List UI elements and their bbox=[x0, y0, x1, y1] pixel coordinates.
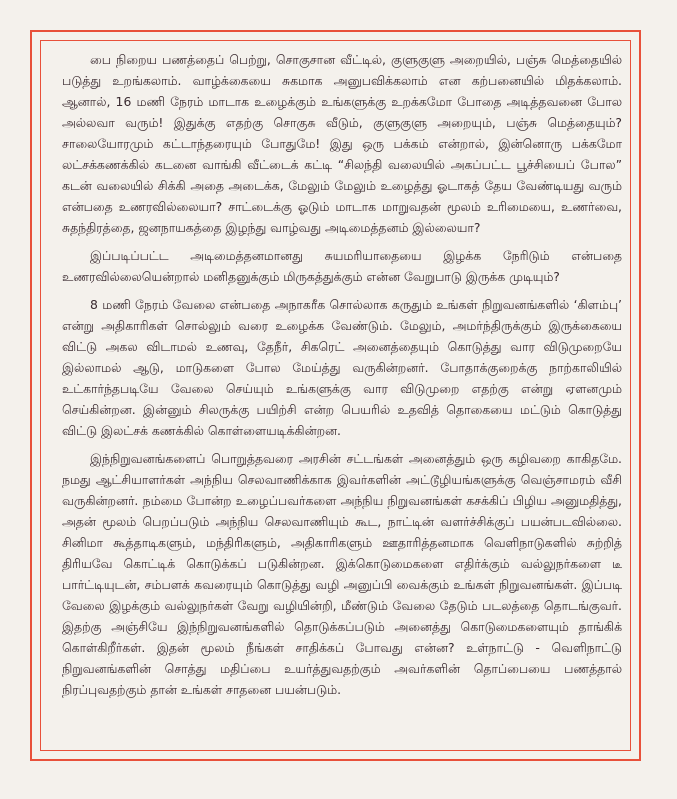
paragraph-3: 8 மணி நேரம் வேலை என்பதை அநாகரீக சொல்லாக கருதும் உங்கள் நிறுவனங்களில் ‘கிளம்பு’ என்று அதிகாரிகள் சொல்லும் வரை உழைக்க வேண்டும். மேலும், அமர்ந்திருக்கும் இருக்கையை விட்டு அகல விடாமல் உணவு, தேநீர், சிகரெட் அனைத்தையும் கொடுத்து வார விடுமுறையே இல்லாமல் ஆடு, மாடுகளை போல மேய்த்து வருகின்றனர். போதாக்குறைக்கு நாற்காலியில் உட்கார்ந்தபடியே வேலை செய்யும் உங்களுக்கு வார விடுமுறை எதற்கு என்று ஏளனமும் செய்கின்றன. இன்னும் சிலருக்கு பயிற்சி என்ற பெயரில் உதவித் தொகையை மட்டும் கொடுத்து விட்டு இலட்சக் கணக்கில் கொள்ளையடிக்கின்றன. bbox=[62, 297, 622, 438]
paragraph-2: இப்படிப்பட்ட அடிமைத்தனமானது சுயமரியாதையை இழக்க நேரிடும் என்பதை உணரவில்லையென்றால் மனிதனுக்கும் மிருகத்துக்கும் என்ன வேறுபாடு இருக்க முடியும்? bbox=[62, 248, 622, 284]
paragraph-1: பை நிறைய பணத்தைப் பெற்று, சொகுசான வீட்டில், குளுகுளு அறையில், பஞ்சு மெத்தையில் படுத்து உறங்கலாம். வாழ்க்கையை சுகமாக அனுபவிக்கலாம் என கற்பனையில் மிதக்கலாம். ஆனால், 16 மணி நேரம் மாடாக உழைக்கும் உங்களுக்கு உறக்கமோ போதை அடித்தவனை போல அல்லவா வரும்! இதுக்கு எதற்கு சொகுசு வீடும், குளுகுளு அறையும், பஞ்சு மெத்தையும்? சாலையோரமும் கட்டாந்தரையும் போதுமே! இது ஒரு பக்கம் என்றால், இன்னொரு பக்கமோ லட்சக்கணக்கில் கடனை வாங்கி வீட்டைக் கட்டி “சிலந்தி வலையில் அகப்பட்ட பூச்சியைப் போல” கடன் வலையில் சிக்கி அதை அடைக்க, மேலும் மேலும் உழைத்து ஓடாகத் தேய வேண்டியது வரும் என்பதை உணரவில்லையா? சாட்டைக்கு ஓடும் மாடாக மாறுவதன் மூலம் உரிமையை, உணர்வை, சுதந்திரத்தை, ஜனநாயகத்தை இழந்து வாழ்வது அடிமைத்தனம் இல்லையா? bbox=[62, 52, 622, 235]
paragraph-4: இந்நிறுவனங்களைப் பொறுத்தவரை அரசின் சட்டங்கள் அனைத்தும் ஒரு கழிவறை காகிதமே. நமது ஆட்சியாளர்கள் அந்நிய செலவாணிக்காக இவர்களின் அட்டூழியங்களுக்கு வெஞ்சாமரம் வீசி வருகின்றனர். நம்மை போன்ற உழைப்பவர்களை அந்நிய நிறுவனங்கள் கசக்கிப் பிழிய அனுமதித்து, அதன் மூலம் பெறப்படும் அந்நிய செலவாணியும் கூட, நாட்டின் வளர்ச்சிக்குப் பயன்படவில்லை. சினிமா கூத்தாடிகளும், மந்திரிகளும், அதிகாரிகளும் ஊதாரித்தனமாக வெளிநாடுகளில் சுற்றித் திரியவே கொட்டிக் கொடுக்கப் படுகின்றன. இக்கொடுமைகளை எதிர்க்கும் வல்லுநர்களை டீ பார்ட்டியுடன், சம்பளக் கவரையும் கொடுத்து வழி அனுப்பி வைக்கும் உங்கள் நிறுவனங்கள். இப்படி வேலை இழக்கும் வல்லுநர்கள் வேறு வழியின்றி, மீண்டும் வேலை தேடும் படலத்தை தொடங்குவர். இதற்கு அஞ்சியே இந்நிறுவனங்களில் தொடுக்கப்படும் அனைத்து கொடுமைகளையும் தாங்கிக் கொள்கிறீர்கள். இதன் மூலம் நீங்கள் சாதிக்கப் போவது என்ன? உள்நாட்டு - வெளிநாட்டு நிறுவனங்களின் சொத்து மதிப்பை உயர்த்துவதற்கும் அவர்களின் தொப்பையை பணத்தால் நிரப்புவதற்கும் தான் உங்கள் சாதனை பயன்படும். bbox=[62, 451, 622, 697]
article-body bbox=[62, 49, 622, 707]
